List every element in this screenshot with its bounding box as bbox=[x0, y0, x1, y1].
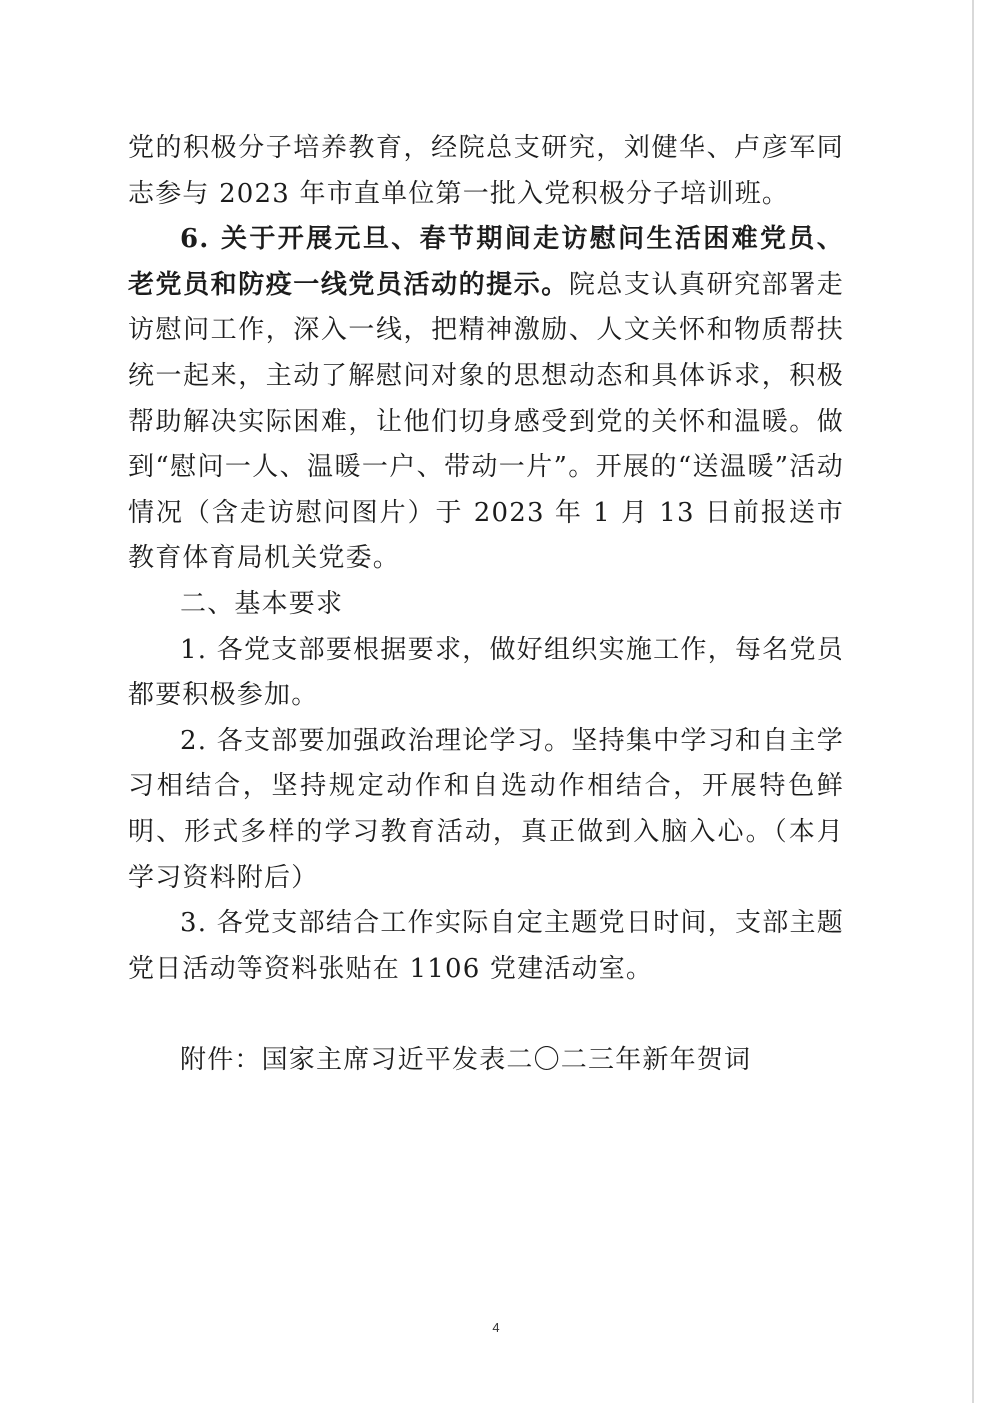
item-6-paragraph bbox=[128, 217, 844, 582]
requirement-2: 2. 各支部要加强政治理论学习。坚持集中学习和自主学习相结合，坚持规定动作和自选动作相结合，开展特色鲜明、形式多样的学习教育活动，真正做到入脑入心。（本月学习资料附后） bbox=[128, 725, 844, 893]
requirement-3: 3. 各党支部结合工作实际自定主题党日时间，支部主题党日活动等资料张贴在 1106 党建活动室。 bbox=[128, 908, 844, 984]
scan-edge-line bbox=[972, 0, 974, 1403]
page-number: 4 bbox=[492, 1320, 500, 1335]
item-6-title: 6. 关于开展元旦、春节期间走访慰问生活困难党员、老党员和防疫一线党员活动的提示。 bbox=[128, 224, 844, 300]
requirement-1: 1. 各党支部要根据要求，做好组织实施工作，每名党员都要积极参加。 bbox=[128, 634, 844, 711]
section-2-heading: 二、基本要求 bbox=[180, 588, 344, 619]
attachment-line: 附件：国家主席习近平发表二〇二三年新年贺词 bbox=[180, 1045, 752, 1076]
document-body bbox=[128, 126, 844, 1084]
item-6-body: 院总支认真研究部署走访慰问工作，深入一线，把精神激励、人文关怀和物质帮扶统一起来，主动了解慰问对象的思想动态和具体诉求，积极帮助解决实际困难，让他们切身感受到党的关怀和温暖。做到“慰问一人、温暖一户、带动一片”。开展的“送温暖”活动情况（含走访慰问图片）于 2023 年 1 月 13 日前报送市教育体育局机关党委。 bbox=[128, 269, 844, 574]
continuation-paragraph: 党的积极分子培养教育，经院总支研究，刘健华、卢彦军同志参与 2023 年市直单位第一批入党积极分子培训班。 bbox=[128, 133, 844, 209]
